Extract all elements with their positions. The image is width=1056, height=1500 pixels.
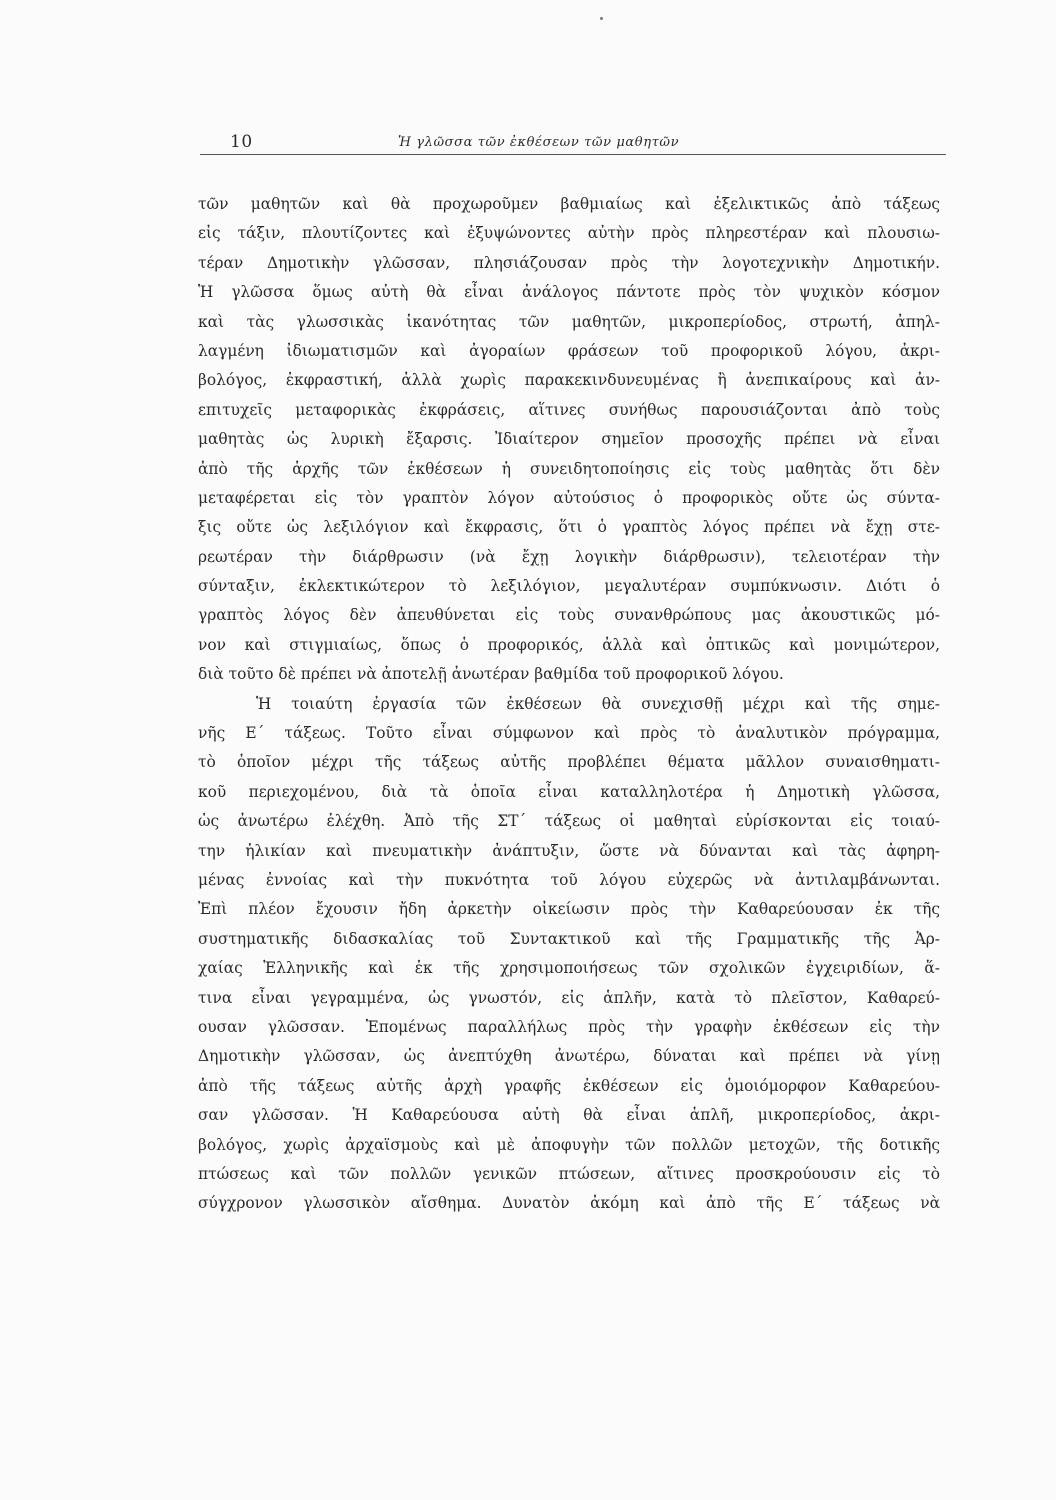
text-line: επιτυχεῖς μεταφορικὰς ἐκφράσεις, αἵτινες συνήθως παρουσιάζονται ἀπὸ τοὺς bbox=[198, 400, 940, 419]
text-line: σύγχρονον γλωσσικὸν αἴσθημα. Δυνατὸν ἀκόμη καὶ ἀπὸ τῆς Ε΄ τάξεως νὰ bbox=[198, 1194, 940, 1213]
text-line: τὸ ὁποῖον μέχρι τῆς τάξεως αὐτῆς προβλέπει θέματα μᾶλλον συναισθηματι- bbox=[198, 753, 940, 772]
text-line: ουσαν γλῶσσαν. Ἑπομένως παραλλήλως πρὸς τὴν γραφὴν ἐκθέσεων εἰς τὴν bbox=[198, 1017, 940, 1036]
text-line: νῆς Ε΄ τάξεως. Τοῦτο εἶναι σύμφωνον καὶ πρὸς τὸ ἀναλυτικὸν πρόγραμμα, bbox=[198, 724, 940, 743]
text-line: τινα εἶναι γεγραμμένα, ὡς γνωστόν, εἰς ἁπλῆν, κατὰ τὸ πλεῖστον, Καθαρεύ- bbox=[198, 988, 940, 1007]
paragraph-start-line: Ἡ τοιαύτη ἐργασία τῶν ἐκθέσεων θὰ συνεχισθῇ μέχρι καὶ τῆς σημε- bbox=[256, 694, 940, 713]
text-line: κοῦ περιεχομένου, διὰ τὰ ὁποῖα εἶναι καταλληλοτέρα ἡ Δημοτικὴ γλῶσσα, bbox=[198, 782, 940, 801]
text-line: λαγμένη ἰδιωματισμῶν καὶ ἀγοραίων φράσεων τοῦ προφορικοῦ λόγου, ἀκρι- bbox=[198, 341, 940, 360]
body-text bbox=[198, 190, 940, 1219]
page-header bbox=[200, 132, 946, 160]
text-line: ρεωτέραν τὴν διάρθρωσιν (νὰ ἔχῃ λογικὴν διάρθρωσιν), τελειοτέραν τὴν bbox=[198, 547, 940, 566]
text-line: συστηματικῆς διδασκαλίας τοῦ Συντακτικοῦ καὶ τῆς Γραμματικῆς τῆς Ἀρ- bbox=[198, 929, 940, 948]
scan-speck bbox=[600, 17, 603, 20]
text-line: γραπτὸς λόγος δὲν ἀπευθύνεται εἰς τοὺς συνανθρώπους μας ἀκουστικῶς μό- bbox=[198, 606, 940, 625]
text-line: μεταφέρεται εἰς τὸν γραπτὸν λόγον αὐτούσιος ὁ προφορικὸς οὔτε ὡς σύντα- bbox=[198, 488, 940, 507]
text-line: ὡς ἀνωτέρω ἐλέχθη. Ἀπὸ τῆς ΣΤ΄ τάξεως οἱ μαθηταὶ εὑρίσκονται εἰς τοιαύ- bbox=[198, 812, 940, 831]
text-line: μένας ἐννοίας καὶ τὴν πυκνότητα τοῦ λόγου εὐχερῶς νὰ ἀντιλαμβάνωνται. bbox=[198, 870, 940, 889]
header-rule bbox=[200, 154, 946, 155]
text-line: τέραν Δημοτικὴν γλῶσσαν, πλησιάζουσαν πρὸς τὴν λογοτεχνικὴν Δημοτικήν. bbox=[198, 253, 940, 272]
text-line: εἰς τάξιν, πλουτίζοντες καὶ ἐξυψώνοντες αὐτὴν πρὸς πληρεστέραν καὶ πλουσιω- bbox=[198, 224, 940, 243]
text-line: τῶν μαθητῶν καὶ θὰ προχωροῦμεν βαθμιαίως καὶ ἐξελικτικῶς ἀπὸ τάξεως bbox=[198, 195, 940, 213]
text-line: Ἐπὶ πλέον ἔχουσιν ἤδη ἀρκετὴν οἰκείωσιν πρὸς τὴν Καθαρεύουσαν ἐκ τῆς bbox=[198, 900, 940, 919]
page-number: 10 bbox=[230, 132, 253, 152]
text-line: Δημοτικὴν γλῶσσαν, ὡς ἀνεπτύχθη ἀνωτέρω, δύναται καὶ πρέπει νὰ γίνῃ bbox=[198, 1047, 940, 1066]
text-line: σύνταξιν, ἐκλεκτικώτερον τὸ λεξιλόγιον, μεγαλυτέραν συμπύκνωσιν. Διότι ὁ bbox=[198, 577, 940, 596]
text-line: ξις οὔτε ὡς λεξιλόγιον καὶ ἔκφρασις, ὅτι ὁ γραπτὸς λόγος πρέπει νὰ ἔχῃ στε- bbox=[198, 518, 940, 537]
text-line: Ἡ γλῶσσα ὅμως αὐτὴ θὰ εἶναι ἀνάλογος πάντοτε πρὸς τὸν ψυχικὸν κόσμον bbox=[198, 283, 940, 302]
text-line: χαίας Ἑλληνικῆς καὶ ἐκ τῆς χρησιμοποιήσεως τῶν σχολικῶν ἐγχειριδίων, ἅ- bbox=[198, 959, 940, 978]
running-head: Ἡ γλῶσσα τῶν ἐκθέσεων τῶν μαθητῶν bbox=[398, 135, 680, 150]
text-line: μαθητὰς ὡς λυρικὴ ἔξαρσις. Ἰδιαίτερον σημεῖον προσοχῆς πρέπει νὰ εἶναι bbox=[198, 430, 940, 449]
text-line: ἀπὸ τῆς τάξεως αὐτῆς ἀρχὴ γραφῆς ἐκθέσεων εἰς ὁμοιόμορφον Καθαρεύου- bbox=[198, 1076, 940, 1095]
text-line: σαν γλῶσσαν. Ἡ Καθαρεύουσα αὐτὴ θὰ εἶναι ἁπλῆ, μικροπερίοδος, ἀκρι- bbox=[198, 1106, 940, 1125]
text-line: καὶ τὰς γλωσσικὰς ἱκανότητας τῶν μαθητῶν, μικροπερίοδος, στρωτή, ἀπηλ- bbox=[198, 312, 940, 331]
text-line: ἀπὸ τῆς ἀρχῆς τῶν ἐκθέσεων ἡ συνειδητοποίησις εἰς τοὺς μαθητὰς ὅτι δὲν bbox=[198, 459, 940, 478]
text-line: την ἡλικίαν καὶ πνευματικὴν ἀνάπτυξιν, ὥστε νὰ δύνανται καὶ τὰς ἀφηρη- bbox=[198, 841, 940, 860]
text-line: διὰ τοῦτο δὲ πρέπει νὰ ἀποτελῇ ἀνωτέραν βαθμίδα τοῦ προφορικοῦ λόγου. bbox=[198, 665, 784, 684]
text-line: πτώσεως καὶ τῶν πολλῶν γενικῶν πτώσεων, αἵτινες προσκρούουσιν εἰς τὸ bbox=[198, 1164, 940, 1183]
text-line: βολόγος, χωρὶς ἀρχαϊσμοὺς καὶ μὲ ἀποφυγὴν τῶν πολλῶν μετοχῶν, τῆς δοτικῆς bbox=[198, 1135, 940, 1154]
text-line: νον καὶ στιγμιαίως, ὅπως ὁ προφορικός, ἀλλὰ καὶ ὀπτικῶς καὶ μονιμώτερον, bbox=[198, 635, 940, 654]
text-line: βολόγος, ἐκφραστική, ἀλλὰ χωρὶς παρακεκινδυνευμένας ἢ ἀνεπικαίρους καὶ ἀν- bbox=[198, 371, 940, 390]
